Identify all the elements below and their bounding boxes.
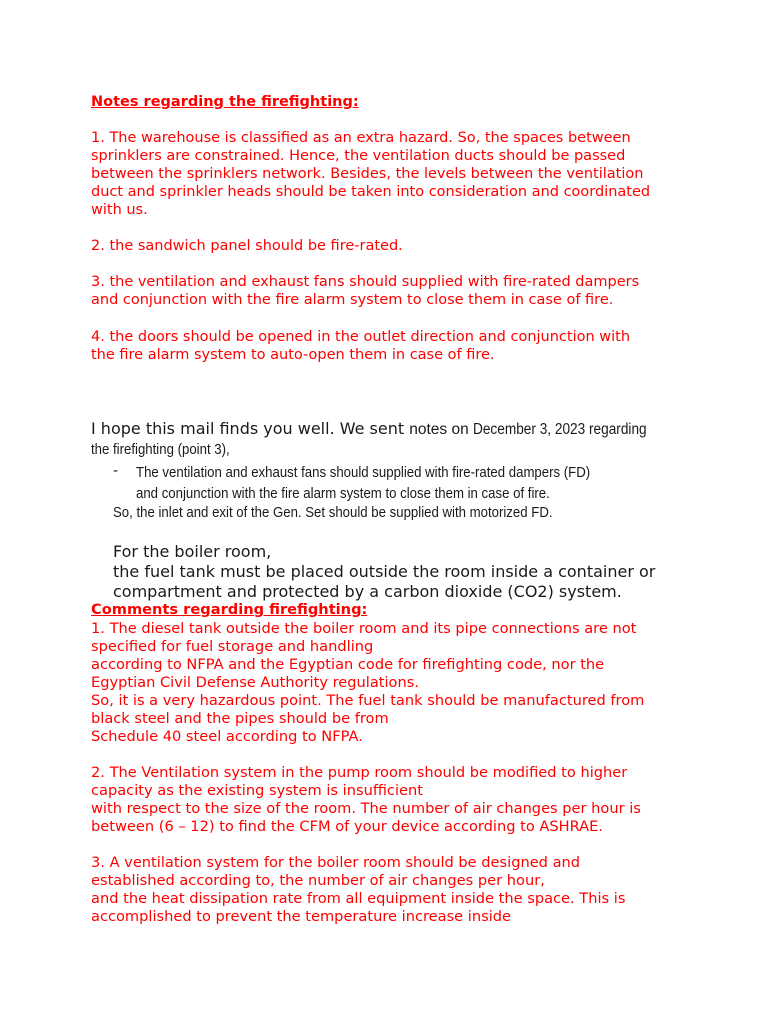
text-line: according to NFPA and the Egyptian code for firefighting code, nor the [91, 656, 605, 673]
text-line: the fuel tank must be placed outside the room inside a container or [113, 562, 656, 581]
text-line: with us. [91, 202, 148, 218]
gen-set-line: So, the inlet and exit of the Gen. Set should be supplied with motorized FD. [113, 504, 553, 521]
text-line: between (6 – 12) to find the CFM of your device according to ASHRAE. [91, 818, 604, 835]
text-line: accomplished to prevent the temperature increase inside [91, 908, 511, 925]
text-line: 3. the ventilation and exhaust fans should supplied with fire-rated dampers [91, 274, 640, 290]
text-line: capacity as the existing system is insufficient [91, 782, 423, 799]
comments-heading: Comments regarding firefighting: [91, 601, 368, 618]
text-line: and the heat dissipation rate from all equipment inside the space. This is [91, 890, 626, 907]
boiler-room-note [113, 542, 655, 602]
text-line: and conjunction with the fire alarm system to close them in case of fire. [136, 485, 550, 502]
text-line: with respect to the size of the room. The number of air changes per hour is [91, 800, 641, 817]
text-line: 1. The warehouse is classified as an extra hazard. So, the spaces between [91, 130, 631, 146]
text-line: compartment and protected by a carbon dioxide (CO2) system. [113, 582, 622, 601]
greeting-part-1: I hope this mail finds you well. We sent [91, 419, 410, 438]
bullet-text [136, 462, 590, 504]
text-line: Schedule 40 steel according to NFPA. [91, 728, 363, 745]
text-line: specified for fuel storage and handling [91, 638, 374, 655]
text-line: between the sprinklers network. Besides, the levels between the ventilation [91, 166, 644, 182]
mail-greeting-line-2: the firefighting (point 3), [91, 441, 230, 458]
text-line: duct and sprinkler heads should be taken into consideration and coordinated [91, 184, 651, 200]
text-line: 3. A ventilation system for the boiler room should be designed and [91, 854, 581, 871]
text-line: 2. The Ventilation system in the pump room should be modified to higher [91, 764, 628, 781]
text-line: sprinklers are constrained. Hence, the ventilation ducts should be passed [91, 148, 626, 164]
notes-heading: Notes regarding the firefighting: [91, 94, 359, 110]
text-line: The ventilation and exhaust fans should supplied with fire-rated dampers (FD) [136, 464, 591, 481]
text-line: 4. the doors should be opened in the outlet direction and conjunction with [91, 329, 631, 345]
notes-point-4 [91, 328, 630, 364]
comments-point-2 [91, 764, 641, 836]
notes-point-2: 2. the sandwich panel should be fire-rated. [91, 238, 403, 254]
comments-point-1 [91, 620, 644, 746]
greeting-part-2: notes on [409, 421, 474, 438]
greeting-part-3: December 3, 2023 regarding [473, 421, 647, 438]
bullet-dash: - [113, 462, 118, 479]
text-line: and conjunction with the fire alarm system to close them in case of fire. [91, 292, 614, 308]
text-line: For the boiler room, [113, 542, 272, 561]
text-line: black steel and the pipes should be from [91, 710, 389, 727]
text-line: So, it is a very hazardous point. The fuel tank should be manufactured from [91, 692, 645, 709]
notes-point-3 [91, 273, 639, 309]
mail-greeting [91, 419, 670, 439]
text-line: 1. The diesel tank outside the boiler room and its pipe connections are not [91, 620, 637, 637]
text-line: Egyptian Civil Defense Authority regulations. [91, 674, 419, 691]
notes-point-1 [91, 129, 650, 219]
text-line: the fire alarm system to auto-open them in case of fire. [91, 347, 495, 363]
text-line: established according to, the number of air changes per hour, [91, 872, 545, 889]
comments-point-3 [91, 854, 625, 926]
